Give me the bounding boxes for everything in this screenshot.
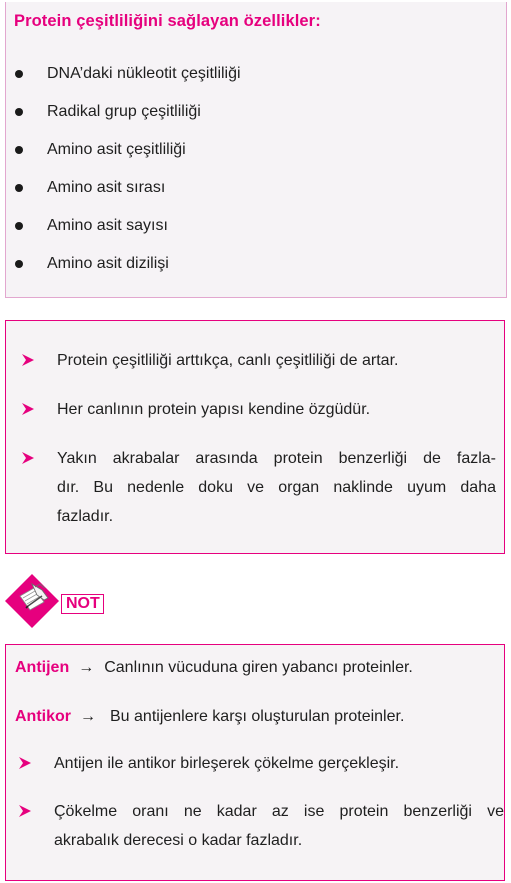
right-arrow-icon: → xyxy=(80,708,96,725)
bullet-dot-icon xyxy=(15,108,23,116)
note-text xyxy=(54,749,500,778)
fact-text xyxy=(57,395,491,424)
arrowhead-bullet-icon xyxy=(21,444,39,473)
definition-text: Canlının vücuduna giren yabancı proteinler. xyxy=(104,659,413,676)
note-line: akrabalık derecesi o kadar fazladır. xyxy=(54,832,303,849)
fact-line: Yakın akrabalar arasında protein benzerliği de fazla- xyxy=(57,450,496,467)
note-badge xyxy=(4,572,116,630)
definition-row xyxy=(15,706,404,728)
arrowhead-bullet-icon xyxy=(21,395,39,424)
list-item-text: Amino asit dizilişi xyxy=(47,255,169,272)
list-item-text: Amino asit sayısı xyxy=(47,217,168,234)
features-title: Protein çeşitliliğini sağlayan özellikler: xyxy=(14,12,321,30)
fact-line: Protein çeşitliliği arttıkça, canlı çeşitliliği de artar. xyxy=(57,352,399,369)
definition-row xyxy=(15,657,413,679)
features-box xyxy=(5,2,507,298)
fact-line: Her canlının protein yapısı kendine özgüdür. xyxy=(57,401,371,418)
arrowhead-bullet-icon xyxy=(21,346,39,375)
right-arrow-icon: → xyxy=(78,659,95,676)
list-item-text: Amino asit sırası xyxy=(47,179,166,196)
list-item-text: DNA’daki nükleotit çeşitliliği xyxy=(47,65,241,82)
arrowhead-bullet-icon xyxy=(18,749,36,778)
bullet-dot-icon xyxy=(15,260,23,268)
definition-text: Bu antijenlere karşı oluşturulan proteinler. xyxy=(110,708,405,725)
note-box xyxy=(5,644,505,881)
facts-box xyxy=(5,320,505,554)
term-antikor: Antikor xyxy=(15,708,71,725)
arrowhead-bullet-icon xyxy=(18,797,36,826)
bullet-dot-icon xyxy=(15,70,23,78)
fact-line: dır. Bu nedenle doku ve organ naklinde uyum daha xyxy=(57,479,496,496)
fact-text xyxy=(57,346,491,375)
term-antijen: Antijen xyxy=(15,659,70,676)
fact-line: fazladır. xyxy=(57,508,114,525)
bullet-dot-icon xyxy=(15,222,23,230)
note-label: NOT xyxy=(61,594,104,614)
note-line: Antijen ile antikor birleşerek çökelme gerçekleşir. xyxy=(54,755,400,772)
note-line: Çökelme oranı ne kadar az ise protein benzerliği ve xyxy=(54,803,504,820)
bullet-dot-icon xyxy=(15,146,23,154)
list-item-text: Radikal grup çeşitliliği xyxy=(47,103,201,120)
list-item-text: Amino asit çeşitliliği xyxy=(47,141,186,158)
fact-text xyxy=(57,444,496,531)
note-text xyxy=(54,797,504,855)
bullet-dot-icon xyxy=(15,184,23,192)
